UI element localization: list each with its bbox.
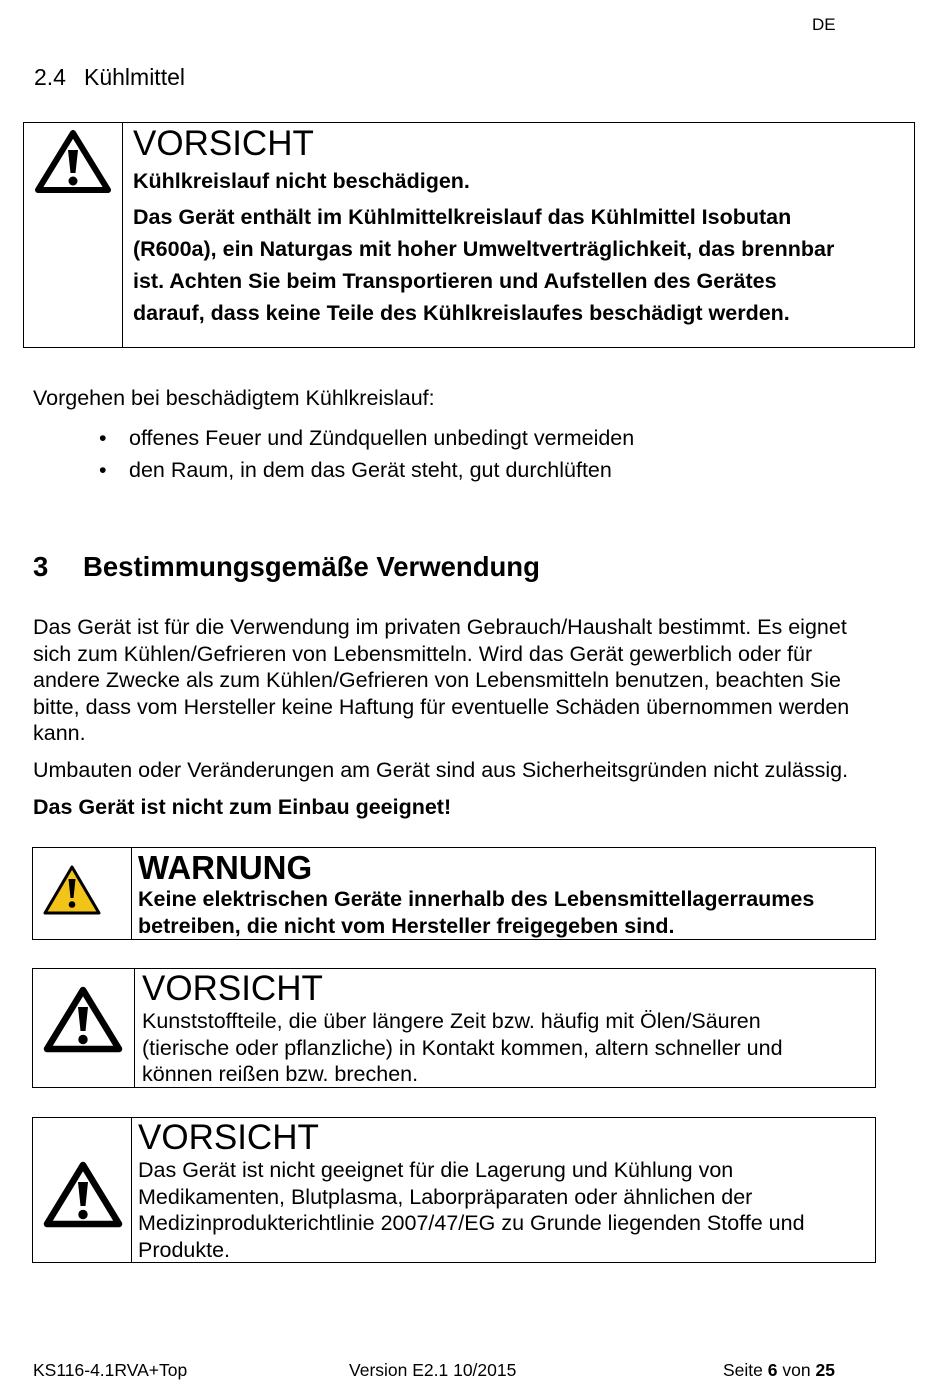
footer-page-number [723, 1360, 835, 1381]
list-item [33, 422, 923, 454]
caution-text-line: ist. Achten Sie beim Transportieren und Aufstellen des Gerätes [133, 269, 777, 293]
warning-title: WARNUNG [138, 849, 313, 886]
installation-note: Das Gerät ist nicht zum Einbau geeignet! [33, 795, 452, 819]
procedure-intro: Vorgehen bei beschädigtem Kühlkreislauf: [33, 386, 435, 410]
warning-triangle-icon [43, 985, 123, 1053]
caution-text-line: Produkte. [138, 1237, 231, 1262]
list-item-text: den Raum, in dem das Gerät steht, gut durchlüften [129, 458, 612, 482]
caution-text-line: Das Gerät ist nicht geeignet für die Lagerung und Kühlung von [138, 1158, 734, 1182]
caution-title: VORSICHT [138, 1118, 319, 1157]
paragraph-line: Das Gerät ist für die Verwendung im privaten Gebrauch/Haushalt bestimmt. Es eignet [33, 615, 847, 639]
warning-triangle-icon [34, 128, 112, 194]
caution-box-plastics [32, 968, 876, 1088]
caution-text-line: können reißen bzw. brechen. [142, 1062, 419, 1086]
section-number: 3 [33, 551, 49, 582]
paragraph-line: bitte, dass vom Hersteller keine Haftung für eventuelle Schäden übernommen werden [33, 694, 850, 719]
footer-model: KS116-4.1RVA+Top [33, 1360, 188, 1380]
intended-use-paragraph [33, 614, 928, 747]
procedure-list [33, 422, 923, 486]
caution-box-medical [32, 1117, 876, 1263]
modification-note: Umbauten oder Veränderungen am Gerät sind aus Sicherheitsgründen nicht zulässig. [33, 758, 849, 782]
caution-text-line: Kunststoffteile, die über längere Zeit bzw. häufig mit Ölen/Säuren [142, 1009, 761, 1033]
caution-title: VORSICHT [142, 969, 323, 1008]
language-label: DE [812, 15, 836, 34]
section-2-4-heading [34, 64, 185, 91]
caution-box-refrigerant [23, 122, 915, 348]
paragraph-line: sich zum Kühlen/Gefrieren von Lebensmitteln. Wird das Gerät gewerblich oder für [33, 641, 813, 666]
page-sep: von [782, 1360, 811, 1380]
section-title: Kühlmittel [84, 64, 185, 90]
warning-text-line: Keine elektrischen Geräte innerhalb des Lebensmittellagerraumes [138, 887, 815, 911]
caution-text-line: Medizinprodukterichtlinie 2007/47/EG zu Grunde liegenden Stoffe und [138, 1211, 805, 1235]
paragraph-line: andere Zwecke als zum Kühlen/Gefrieren von Lebensmitteln benutzen, beachten Sie [33, 668, 841, 692]
caution-text-line: Das Gerät enthält im Kühlmittelkreislauf das Kühlmittel Isobutan [133, 205, 792, 229]
warning-triangle-icon [43, 1160, 123, 1228]
caution-text-line: (tierische oder pflanzliche) in Kontakt kommen, altern schneller und [142, 1035, 783, 1060]
bullet-icon: • [99, 458, 107, 482]
caution-title: VORSICHT [133, 124, 314, 163]
warning-box-devices [32, 847, 876, 940]
yellow-warning-triangle-icon [42, 864, 102, 916]
caution-subtitle: Kühlkreislauf nicht beschädigen. [133, 169, 470, 193]
list-item-text: offenes Feuer und Zündquellen unbedingt vermeiden [129, 426, 635, 450]
caution-text-line: Medikamenten, Blutplasma, Laborpräparaten oder ähnlichen der [138, 1184, 753, 1209]
section-number: 2.4 [34, 64, 66, 90]
paragraph-line: kann. [33, 721, 86, 745]
list-item [33, 454, 923, 486]
page-current: 6 [767, 1360, 778, 1380]
page-total: 25 [815, 1360, 835, 1380]
bullet-icon: • [99, 426, 107, 450]
page-prefix: Seite [723, 1360, 763, 1380]
caution-text-line: darauf, dass keine Teile des Kühlkreislaufes beschädigt werden. [133, 301, 790, 325]
section-title: Bestimmungsgemäße Verwendung [83, 551, 540, 582]
footer-version: Version E2.1 10/2015 [349, 1360, 517, 1380]
section-3-heading [33, 551, 540, 583]
warning-text-line: betreiben, die nicht vom Hersteller freigegeben sind. [138, 913, 675, 938]
caution-text-line: (R600a), ein Naturgas mit hoher Umweltverträglichkeit, das brennbar [133, 237, 835, 261]
